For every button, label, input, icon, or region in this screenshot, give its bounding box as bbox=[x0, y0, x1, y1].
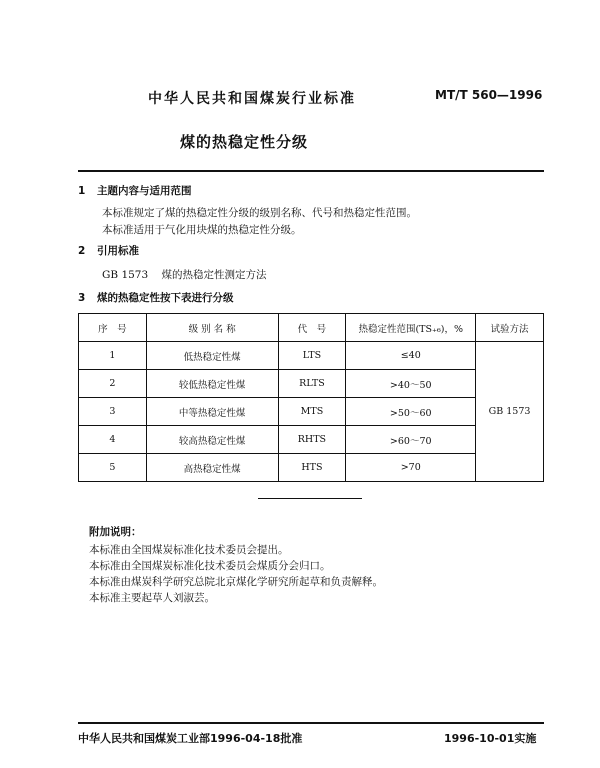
row-code: LTS bbox=[278, 342, 346, 370]
row-number: 2 bbox=[79, 370, 147, 398]
header-test-method: 试验方法 bbox=[476, 314, 544, 342]
section-2-heading bbox=[78, 243, 139, 258]
row-number: 5 bbox=[79, 454, 147, 482]
row-code: HTS bbox=[278, 454, 346, 482]
standard-code: MT/T 560—1996 bbox=[435, 88, 543, 102]
header-grade-name: 级 别 名 称 bbox=[146, 314, 278, 342]
table-row bbox=[79, 454, 544, 482]
standard-title: 中华人民共和国煤炭行业标准 bbox=[148, 91, 356, 107]
row-grade-name: 低热稳定性煤 bbox=[146, 342, 278, 370]
section-3-number: 3 bbox=[78, 292, 86, 304]
row-range: ≤40 bbox=[346, 342, 476, 370]
approval-text: 中华人民共和国煤炭工业部1996-04-18批准 bbox=[78, 732, 303, 745]
footer-divider bbox=[78, 722, 544, 724]
note-line-4: 本标准主要起草人刘淑芸。 bbox=[89, 592, 215, 604]
header-seq: 序 号 bbox=[79, 314, 147, 342]
row-range: >50～60 bbox=[346, 398, 476, 426]
section-2-number: 2 bbox=[78, 245, 86, 257]
end-of-text-rule bbox=[258, 498, 362, 499]
section-2-title: 引用标准 bbox=[96, 245, 139, 257]
header-code: 代 号 bbox=[278, 314, 346, 342]
test-method-cell: GB 1573 bbox=[476, 342, 544, 482]
note-line-1: 本标准由全国煤炭标准化技术委员会提出。 bbox=[89, 544, 289, 556]
document-title: 煤的热稳定性分级 bbox=[180, 133, 309, 151]
row-grade-name: 中等热稳定性煤 bbox=[146, 398, 278, 426]
row-range: >70 bbox=[346, 454, 476, 482]
note-line-3: 本标准由煤炭科学研究总院北京煤化学研究所起草和负责解释。 bbox=[89, 576, 383, 588]
table-row bbox=[79, 398, 544, 426]
row-code: RLTS bbox=[278, 370, 346, 398]
table-row bbox=[79, 426, 544, 454]
title-divider bbox=[78, 170, 544, 172]
note-line-2: 本标准由全国煤炭标准化技术委员会煤质分会归口。 bbox=[89, 560, 331, 572]
row-number: 3 bbox=[79, 398, 147, 426]
section-1-line-1: 本标准规定了煤的热稳定性分级的级别名称、代号和热稳定性范围。 bbox=[102, 207, 417, 219]
reference-line bbox=[102, 267, 267, 282]
row-range: >60～70 bbox=[346, 426, 476, 454]
implementation-text: 1996-10-01实施 bbox=[444, 732, 537, 745]
reference-name: 煤的热稳定性测定方法 bbox=[161, 269, 267, 281]
row-number: 1 bbox=[79, 342, 147, 370]
row-number: 4 bbox=[79, 426, 147, 454]
table-row bbox=[79, 342, 544, 370]
row-grade-name: 高热稳定性煤 bbox=[146, 454, 278, 482]
section-1-line-2: 本标准适用于气化用块煤的热稳定性分级。 bbox=[102, 224, 302, 236]
section-3-title: 煤的热稳定性按下表进行分级 bbox=[96, 292, 234, 304]
table-header-row bbox=[79, 314, 544, 342]
notes-title: 附加说明： bbox=[89, 526, 142, 538]
row-grade-name: 较低热稳定性煤 bbox=[146, 370, 278, 398]
row-grade-name: 较高热稳定性煤 bbox=[146, 426, 278, 454]
reference-code: GB 1573 bbox=[102, 269, 149, 281]
classification-table bbox=[78, 313, 544, 482]
section-1-number: 1 bbox=[78, 185, 86, 197]
row-code: RHTS bbox=[278, 426, 346, 454]
row-range: >40～50 bbox=[346, 370, 476, 398]
header-range: 热稳定性范围(TS₊₆)，% bbox=[346, 314, 476, 342]
section-1-title: 主题内容与适用范围 bbox=[96, 185, 192, 197]
section-3-heading bbox=[78, 290, 233, 305]
section-1-heading bbox=[78, 183, 191, 198]
row-code: MTS bbox=[278, 398, 346, 426]
table-row bbox=[79, 370, 544, 398]
